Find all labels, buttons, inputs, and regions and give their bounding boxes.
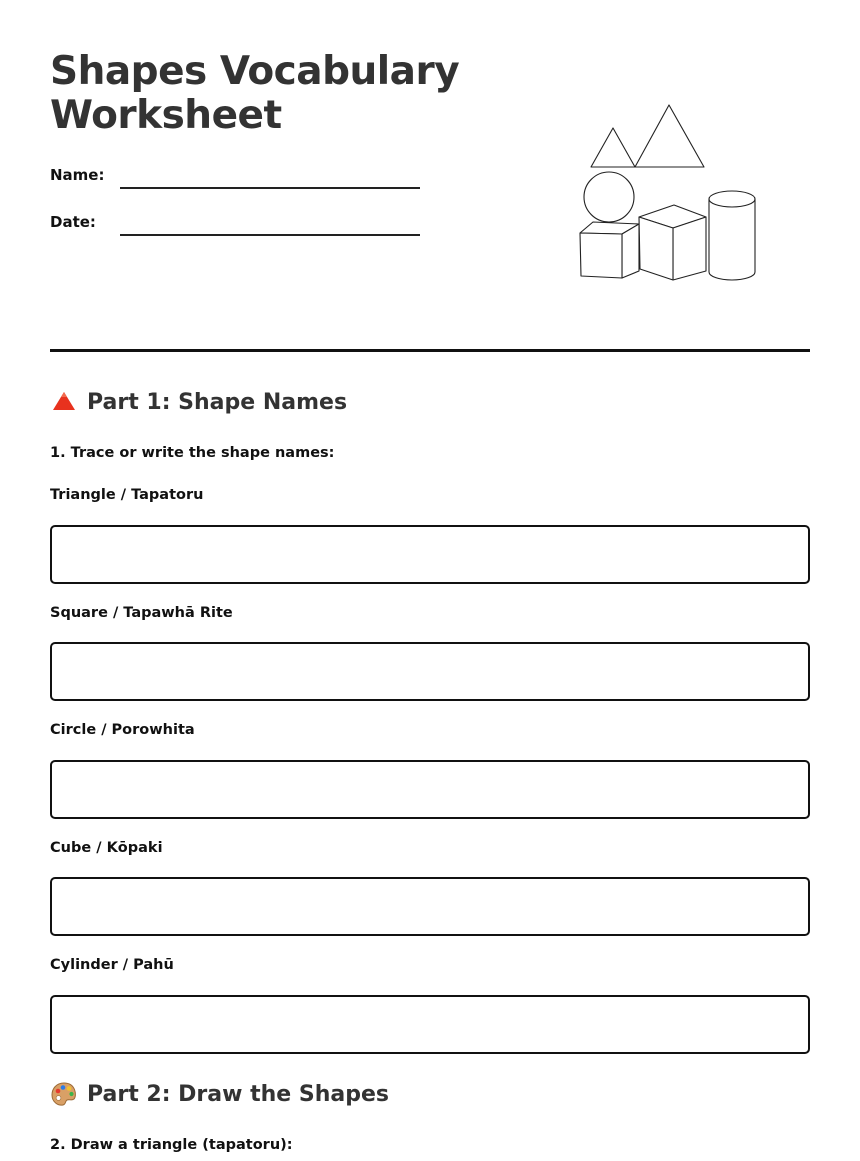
- large-cube-shape: [639, 205, 706, 280]
- part1-instruction: 1. Trace or write the shape names:: [50, 445, 335, 461]
- large-triangle-shape: [635, 105, 704, 167]
- item-label-triangle: Triangle / Tapatoru: [50, 487, 204, 503]
- answer-box-circle[interactable]: [50, 760, 810, 819]
- item-label-cylinder: Cylinder / Pahū: [50, 957, 174, 973]
- item-label-circle: Circle / Porowhita: [50, 722, 195, 738]
- part1-heading-text: Part 1: Shape Names: [87, 389, 348, 415]
- small-cube-shape: [580, 222, 639, 278]
- date-label: Date:: [50, 213, 96, 231]
- sphere-shape: [584, 172, 634, 222]
- page-title: Shapes Vocabulary Worksheet: [50, 49, 460, 138]
- answer-box-cylinder[interactable]: [50, 995, 810, 1054]
- artist-palette-icon: [50, 1080, 78, 1108]
- answer-box-cube[interactable]: [50, 877, 810, 936]
- part2-heading-text: Part 2: Draw the Shapes: [87, 1081, 389, 1107]
- small-triangle-shape: [591, 128, 635, 167]
- part1-heading: [50, 388, 347, 416]
- name-field[interactable]: [120, 187, 420, 189]
- cylinder-shape: [709, 191, 755, 280]
- item-label-cube: Cube / Kōpaki: [50, 840, 163, 856]
- date-field[interactable]: [120, 234, 420, 236]
- header-divider: [50, 349, 810, 352]
- answer-box-square[interactable]: [50, 642, 810, 701]
- answer-box-triangle[interactable]: [50, 525, 810, 584]
- part2-instruction: 2. Draw a triangle (tapatoru):: [50, 1137, 293, 1153]
- name-label: Name:: [50, 166, 105, 184]
- part2-heading: [50, 1080, 389, 1108]
- item-label-square: Square / Tapawhā Rite: [50, 605, 233, 621]
- red-triangle-icon: [50, 388, 78, 416]
- geometric-shapes-illustration: [576, 100, 762, 286]
